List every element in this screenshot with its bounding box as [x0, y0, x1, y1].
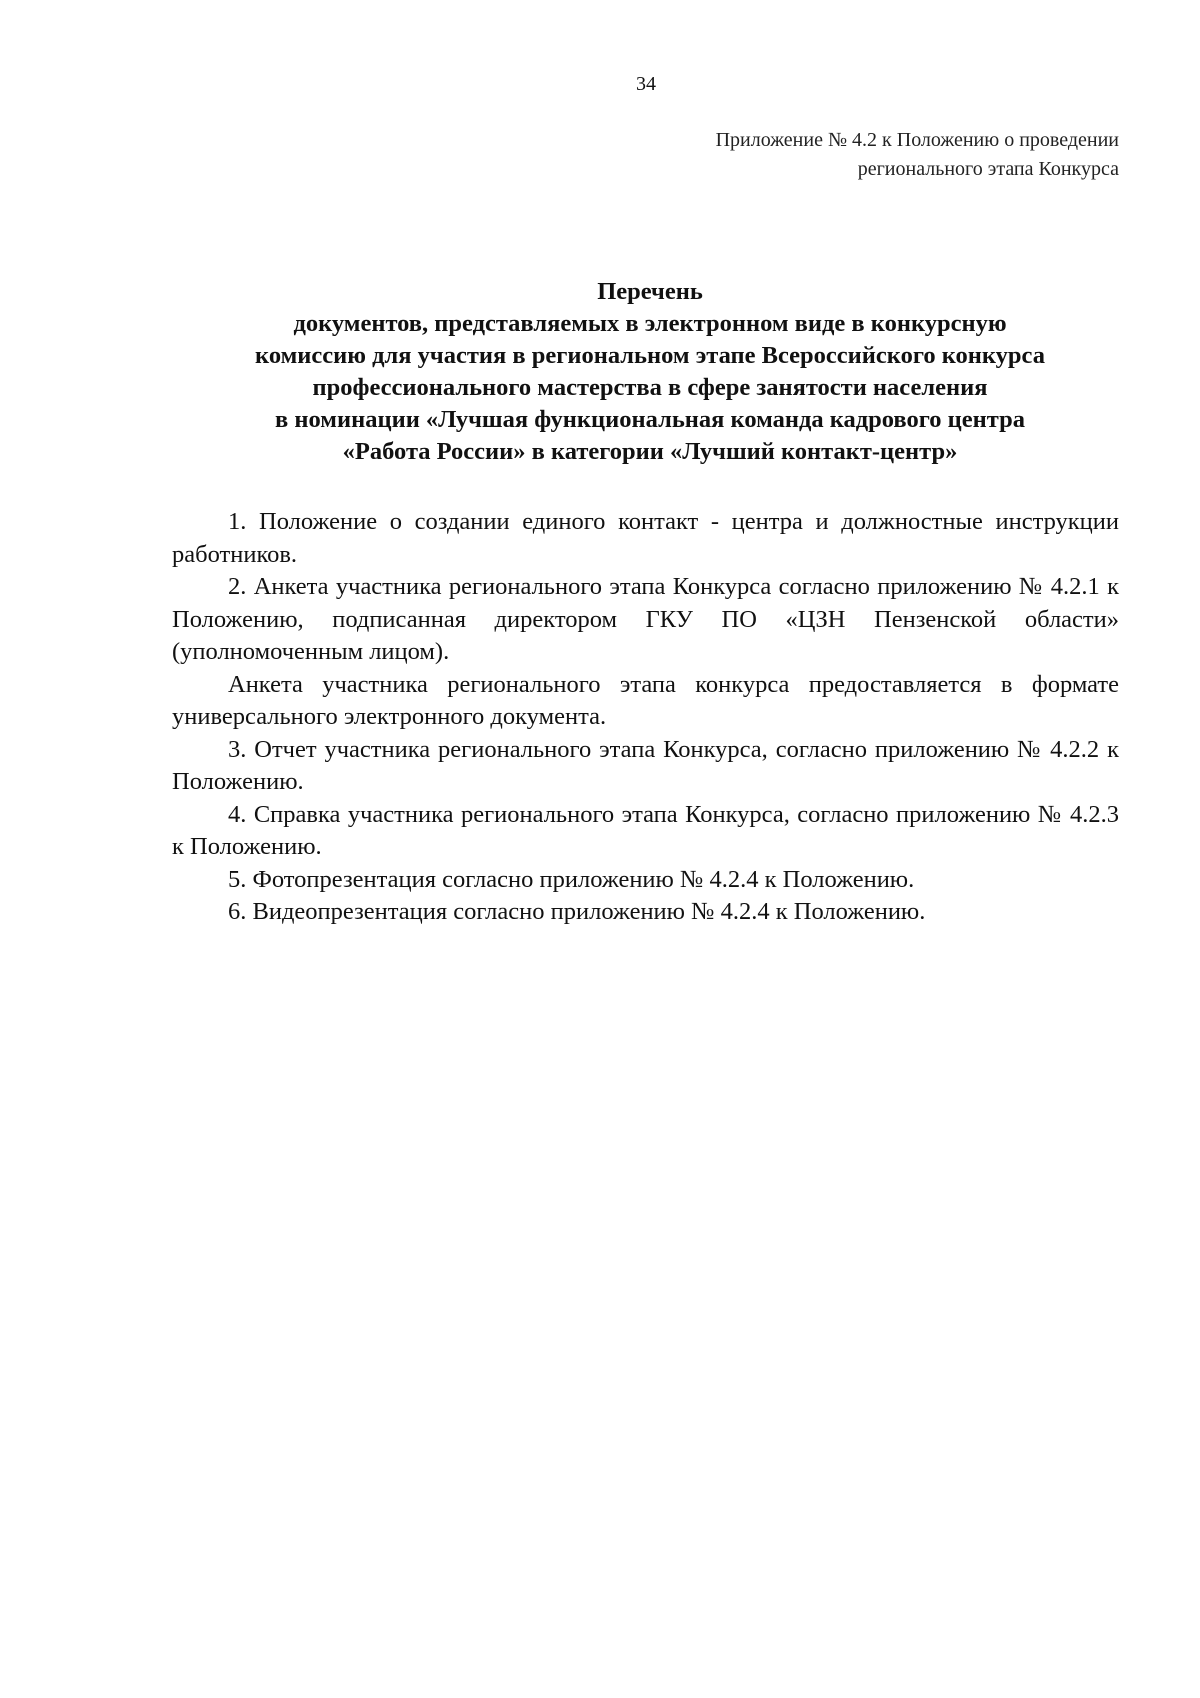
- appendix-note: [479, 126, 1119, 184]
- title-line: «Работа России» в категории «Лучший контакт-центр»: [342, 438, 958, 465]
- list-item: 2. Анкета участника регионального этапа Конкурса согласно приложению № 4.2.1 к Положению, подписанная директором ГКУ ПО «ЦЗН Пензенской области» (уполномоченным лицом).: [172, 573, 1119, 665]
- title-line: документов, представляемых в электронном виде в конкурсную: [293, 310, 1007, 337]
- title-line: комиссию для участия в региональном этапе Всероссийского конкурса: [255, 342, 1045, 369]
- document-body: [172, 506, 1119, 929]
- title-line: Перечень: [597, 278, 703, 305]
- list-item: 5. Фотопрезентация согласно приложению № 4.2.4 к Положению.: [228, 865, 915, 893]
- list-item: 3. Отчет участника регионального этапа Конкурса, согласно приложению № 4.2.2 к Положению.: [172, 735, 1119, 795]
- title-line: профессионального мастерства в сфере занятости населения: [312, 374, 988, 401]
- title-line: в номинации «Лучшая функциональная команда кадрового центра: [275, 406, 1025, 433]
- list-item-note: Анкета участника регионального этапа конкурса предоставляется в формате универсального электронного документа.: [172, 670, 1119, 730]
- appendix-note-line: Приложение № 4.2 к Положению о проведении: [715, 129, 1119, 151]
- list-item: 4. Справка участника регионального этапа Конкурса, согласно приложению № 4.2.3 к Положению.: [172, 800, 1119, 860]
- document-title: [170, 276, 1130, 468]
- page-number: 34: [636, 73, 656, 95]
- list-item: 1. Положение о создании единого контакт - центра и должностные инструкции работников.: [172, 508, 1119, 568]
- appendix-note-line: регионального этапа Конкурса: [857, 158, 1119, 180]
- list-item: 6. Видеопрезентация согласно приложению № 4.2.4 к Положению.: [228, 898, 926, 925]
